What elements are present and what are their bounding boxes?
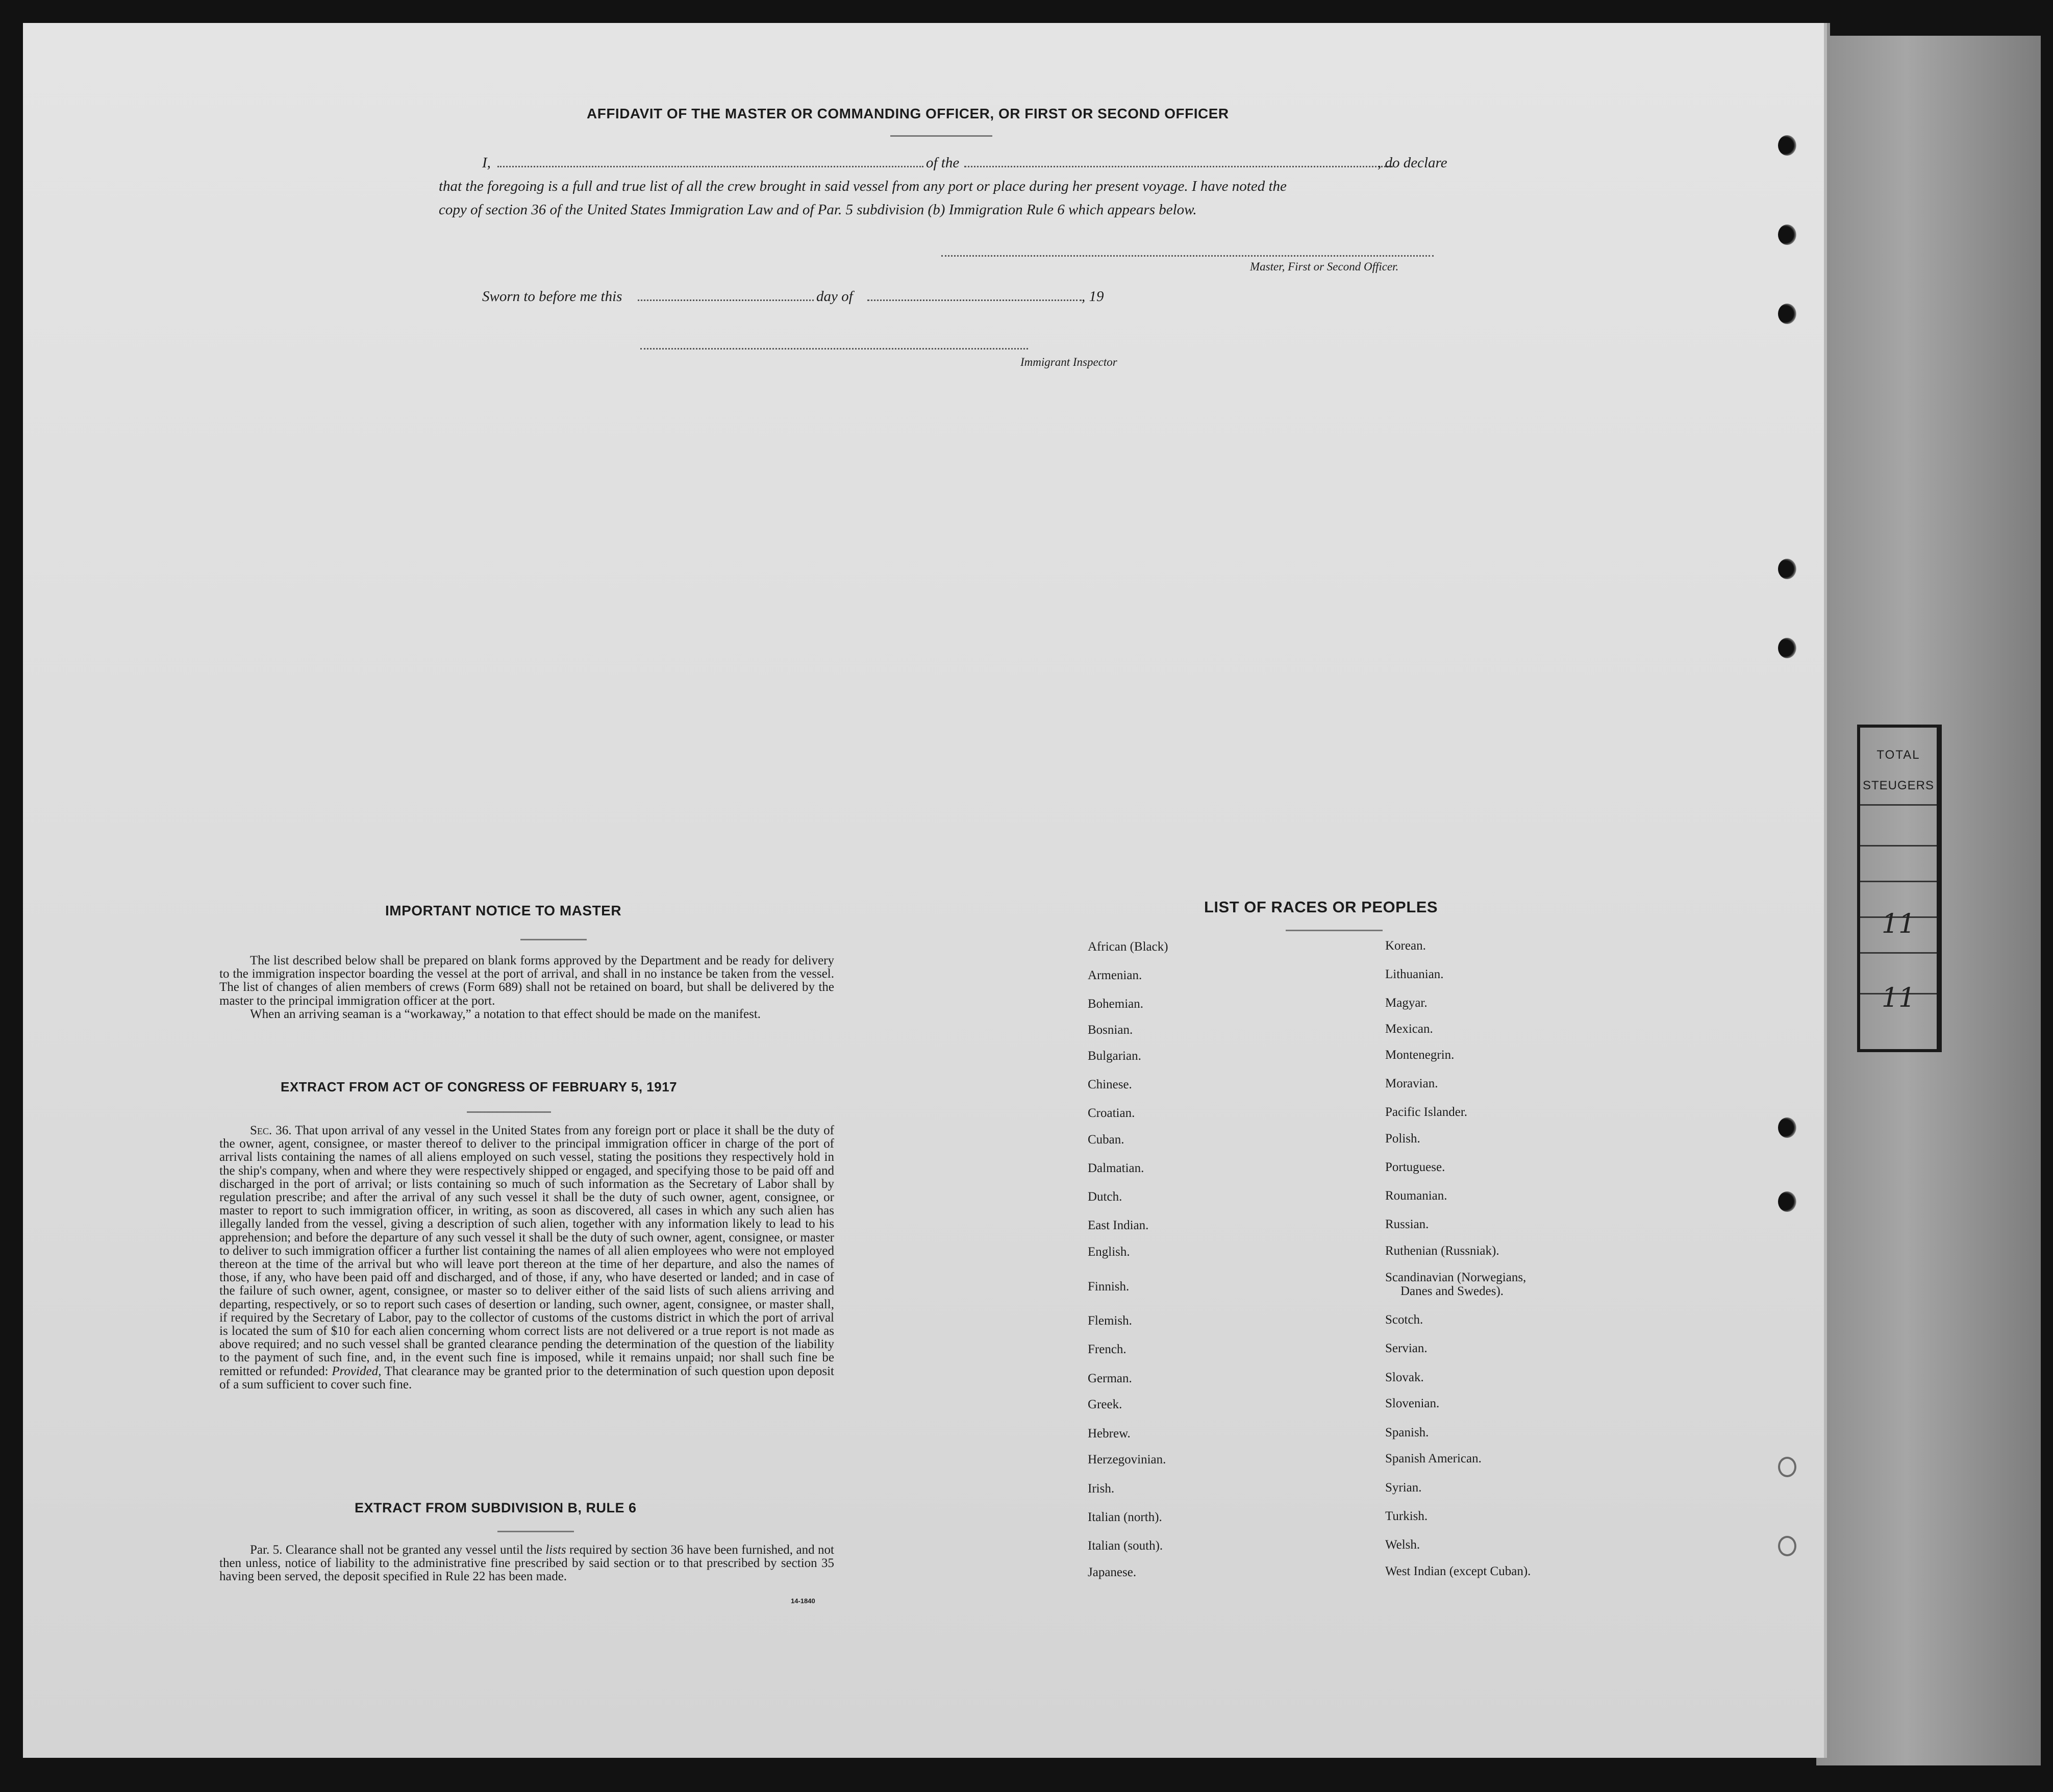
tally-mark: 11 bbox=[1881, 909, 1916, 939]
punch-hole bbox=[1778, 1457, 1796, 1477]
affidavit-line3: copy of section 36 of the United States Immigration Law and of Par. 5 subdivision (b) Immigration Rule 6 which appears below. bbox=[439, 202, 1197, 218]
race-item: Moravian. bbox=[1385, 1077, 1438, 1090]
race-item: Pacific Islander. bbox=[1385, 1105, 1468, 1119]
act-text bbox=[219, 1124, 834, 1391]
race-item: Hebrew. bbox=[1088, 1427, 1131, 1440]
race-item: Irish. bbox=[1088, 1482, 1115, 1496]
race-item: Herzegovinian. bbox=[1088, 1453, 1166, 1466]
races-title: LIST OF RACES OR PEOPLES bbox=[1204, 898, 1438, 916]
race-item: Mexican. bbox=[1385, 1022, 1433, 1036]
vessel-blank bbox=[964, 166, 1393, 167]
day-of-label: day of bbox=[816, 288, 853, 305]
tally-box bbox=[1857, 725, 1942, 1052]
section-number: Sec. 36. bbox=[250, 1124, 292, 1137]
name-blank bbox=[497, 166, 923, 167]
race-item: Korean. bbox=[1385, 939, 1426, 953]
race-item: Finnish. bbox=[1088, 1280, 1130, 1293]
race-item: Spanish American. bbox=[1385, 1452, 1482, 1465]
race-item: Danes and Swedes). bbox=[1400, 1284, 1504, 1298]
notice-text bbox=[219, 954, 834, 1021]
race-item: Scotch. bbox=[1385, 1313, 1423, 1327]
race-item: Italian (south). bbox=[1088, 1539, 1163, 1553]
affidavit-declare-label: , do declare bbox=[1378, 155, 1447, 171]
race-item: Ruthenian (Russniak). bbox=[1385, 1244, 1499, 1258]
act-body: That upon arrival of any vessel in the United States from any foreign port or place it shall be the duty of the owner, agent, consignee, or master thereof to deliver to the principal immigration officer in charge of the port of arrival lists containing the names of all aliens employed on such vessel, stating the positions they respectively hold in the ship's company, when and where they were respectively shipped or engaged, and specifying those to be paid off and discharged in the port of arrival; or lists containing so much of such information as the Secretary of Labor shall by regulation prescribe; and after the arrival of any such vessel it shall be the duty of such owner, agent, consignee, or master to report to such immigration officer, in writing, as soon as discovered, all cases in which any such alien has illegally landed from the vessel, giving a description of such alien, together with any information likely to lead to his apprehension; and before the departure of any such vessel it shall be the duty of such owner, agent, consignee, or master to deliver to such immigration officer a further list containing the names of all alien employees who were not employed thereon at the time of the arrival but who will leave port thereon at the time of her departure, and also the names of those, if any, who have been paid off and discharged, and of those, if any, who have deserted or landed; and in case of the failure of such owner, agent, consignee, or master so to deliver either of the said lists of such aliens arriving and departing, respectively, or so to report such cases of desertion or landing, such owner, agent, consignee, or master shall, if required by the Secretary of Labor, pay to the collector of customs of the customs district in which the port of arrival is located the sum of $10 for each alien concerning whom correct lists are not delivered or a true report is not made as above required; and no such vessel shall be granted clearance pending the determination of the question of the liability to the payment of such fine, and, in the event such fine is imposed, while it remains unpaid; nor shall such fine be remitted or refunded: bbox=[219, 1124, 835, 1378]
race-item: Servian. bbox=[1385, 1341, 1428, 1355]
race-item: Montenegrin. bbox=[1385, 1048, 1455, 1062]
race-item: Bulgarian. bbox=[1088, 1049, 1141, 1063]
race-item: Croatian. bbox=[1088, 1106, 1135, 1120]
race-item: Roumanian. bbox=[1385, 1189, 1447, 1203]
tally-rule bbox=[1860, 881, 1937, 882]
notice-paragraph: The list described below shall be prepared on blank forms approved by the Department and be ready for delivery to the immigration inspector boarding the vessel at the port of arrival, and shall in no instance be taken from the vessel. The list of changes of alien members of crews (Form 689) shall not be retained on board, but shall be delivered by the master to the principal immigration officer at the port. bbox=[219, 954, 834, 1008]
rule6-text bbox=[219, 1544, 834, 1584]
race-item: Cuban. bbox=[1088, 1133, 1124, 1147]
affidavit-of-the-label: of the bbox=[926, 155, 960, 171]
race-item: Slovenian. bbox=[1385, 1397, 1440, 1410]
tally-mark: 11 bbox=[1881, 983, 1916, 1013]
punch-hole bbox=[1778, 1117, 1796, 1138]
sworn-day-blank bbox=[638, 300, 814, 301]
master-label: Master, First or Second Officer. bbox=[1250, 260, 1399, 273]
act-title: EXTRACT FROM ACT OF CONGRESS OF FEBRUARY 5, 1917 bbox=[281, 1079, 678, 1094]
race-item: East Indian. bbox=[1088, 1218, 1149, 1232]
race-item: Flemish. bbox=[1088, 1314, 1132, 1328]
race-item: Russian. bbox=[1385, 1217, 1429, 1231]
tally-rule bbox=[1860, 952, 1937, 954]
affidavit-line2: that the foregoing is a full and true list of all the crew brought in said vessel from any port or place during her present voyage. I have noted the bbox=[439, 178, 1287, 194]
title-rule bbox=[467, 1111, 551, 1113]
month-blank bbox=[867, 300, 1082, 301]
rule6-body-end: required by section 36 have been furnished, and not then unless, notice of liability to the administrative fine prescribed by said section or to that prescribed by section 35 having been served, the deposit specified in Rule 22 has been made. bbox=[219, 1543, 834, 1584]
inspector-label: Immigrant Inspector bbox=[1020, 356, 1117, 368]
title-rule bbox=[890, 135, 992, 137]
tally-rule bbox=[1860, 845, 1937, 847]
punch-hole bbox=[1778, 638, 1796, 658]
race-item: Armenian. bbox=[1088, 968, 1142, 982]
race-item: Magyar. bbox=[1385, 996, 1428, 1010]
race-item: Japanese. bbox=[1088, 1565, 1137, 1579]
race-item: Dutch. bbox=[1088, 1190, 1122, 1204]
race-item: Scandinavian (Norwegians, bbox=[1385, 1271, 1526, 1284]
race-item: Slovak. bbox=[1385, 1371, 1424, 1384]
tally-rule bbox=[1860, 804, 1937, 806]
race-item: West Indian (except Cuban). bbox=[1385, 1564, 1531, 1578]
document-page bbox=[23, 23, 1824, 1758]
affidavit-title: AFFIDAVIT OF THE MASTER OR COMMANDING OFFICER, OR FIRST OR SECOND OFFICER bbox=[587, 106, 1229, 121]
punch-hole bbox=[1778, 1536, 1796, 1556]
race-item: Portuguese. bbox=[1385, 1160, 1445, 1174]
master-signature-line bbox=[941, 255, 1434, 257]
sworn-label: Sworn to before me this bbox=[482, 288, 622, 305]
provided-word: Provided, bbox=[332, 1364, 382, 1378]
form-number: 14-1840 bbox=[791, 1597, 815, 1605]
race-item: Dalmatian. bbox=[1088, 1161, 1144, 1175]
race-item: Bosnian. bbox=[1088, 1023, 1133, 1037]
race-item: Bohemian. bbox=[1088, 997, 1144, 1011]
race-item: Italian (north). bbox=[1088, 1510, 1162, 1524]
race-item: German. bbox=[1088, 1372, 1132, 1385]
inspector-signature-line bbox=[640, 348, 1028, 350]
tally-heading-passengers: STEUGERS bbox=[1862, 779, 1935, 792]
rule6-title: EXTRACT FROM SUBDIVISION B, RULE 6 bbox=[355, 1500, 637, 1515]
affidavit-i-label: I, bbox=[482, 155, 491, 171]
tally-heading-total: TOTAL bbox=[1876, 748, 1920, 762]
race-item: Chinese. bbox=[1088, 1078, 1132, 1091]
punch-hole bbox=[1778, 304, 1796, 324]
race-item: Spanish. bbox=[1385, 1426, 1429, 1439]
year-label: , 19 bbox=[1082, 288, 1104, 305]
lists-word: lists bbox=[545, 1543, 566, 1557]
punch-hole bbox=[1778, 225, 1796, 245]
notice-paragraph: When an arriving seaman is a “workaway,” a notation to that effect should be made on the manifest. bbox=[250, 1007, 761, 1021]
act-body-end: That clearance may be granted prior to the determination of such question upon deposit of a sum sufficient to cover such fine. bbox=[219, 1364, 834, 1391]
race-item: English. bbox=[1088, 1245, 1130, 1259]
race-item: Greek. bbox=[1088, 1398, 1122, 1411]
title-rule bbox=[1286, 930, 1383, 931]
punch-hole bbox=[1778, 559, 1796, 579]
race-item: Welsh. bbox=[1385, 1538, 1420, 1552]
notice-title: IMPORTANT NOTICE TO MASTER bbox=[385, 903, 622, 918]
punch-hole bbox=[1778, 135, 1796, 156]
race-item: Lithuanian. bbox=[1385, 967, 1444, 981]
title-rule bbox=[520, 939, 587, 940]
race-item: Polish. bbox=[1385, 1132, 1420, 1146]
race-item: Turkish. bbox=[1385, 1509, 1428, 1523]
race-item: French. bbox=[1088, 1342, 1126, 1356]
rule6-body: Par. 5. Clearance shall not be granted any vessel until the bbox=[250, 1543, 546, 1557]
punch-hole bbox=[1778, 1191, 1796, 1212]
title-rule bbox=[497, 1531, 574, 1532]
race-item: Syrian. bbox=[1385, 1481, 1422, 1495]
race-item: African (Black) bbox=[1088, 940, 1168, 954]
